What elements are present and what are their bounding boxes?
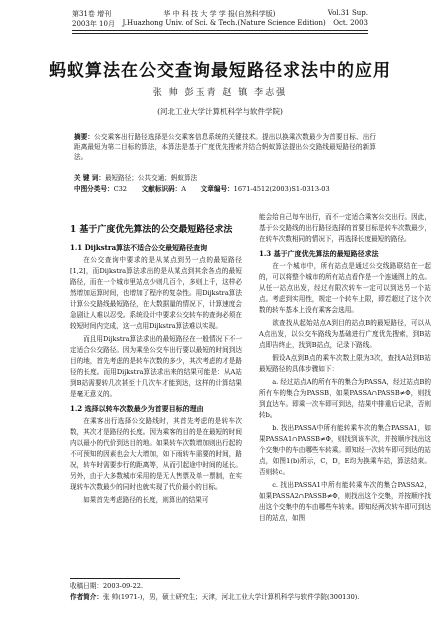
journal-name-en: J.Huazhong Univ. of Sci. & Tech.(Nature Science Edition) bbox=[122, 19, 326, 27]
author-bio bbox=[70, 592, 370, 603]
classification-line bbox=[74, 184, 376, 194]
keywords bbox=[74, 173, 376, 183]
date-cn: 2003年 10月 bbox=[72, 20, 115, 28]
date-en: Oct. 2003 bbox=[333, 19, 368, 27]
paragraph: 能会给自己每车出行，而不一定适合乘客公交出行。因此，基于公交路线的出行路径选择的首要目标是转车次数最少，在转车次数相同的情况下，再选择长度最短的路径。 bbox=[259, 213, 431, 243]
volume-en: Vol.31 Sup. bbox=[327, 9, 368, 17]
abstract-label: 摘要： bbox=[74, 133, 95, 141]
author-bio-text: 张 帅(1971-)，男，硕士研究生；天津，河北工业大学计算机科学与软件学院(300130). bbox=[102, 593, 360, 601]
footnote bbox=[70, 581, 370, 603]
paragraph: 在一个城市中，所有站点是通过公交线路联结在一起的，可以将整个城市的所有站点看作是一个连通图上的点。从任一站点出发，经过有限次转车一定可以到达另一个站点。考虑到实用性，规定一个转车上限，即若超过了这个次数的转车基本上没有乘客会选用。 bbox=[259, 262, 431, 314]
clc-number: C32 bbox=[113, 185, 127, 193]
subsection-heading-1-2: 1.2 选择以转车次数最少为首要目标的理由 bbox=[70, 404, 204, 413]
author-list: 张 帅 彭玉青 赵 镇 李志强 bbox=[152, 88, 288, 98]
received-date: 收稿日期：2003-09-22. bbox=[70, 582, 144, 590]
article-number-label: 文章编号： bbox=[200, 185, 234, 193]
journal-name-cn: 华 中 科 技 大 学 学 报(自然科学版) bbox=[163, 10, 276, 18]
running-header-top bbox=[72, 9, 368, 19]
paragraph: 欲查找从起始站点A到目的站点B的最短路径，可以从A点出发，以公交车路线为基础进行广度优先搜索，到B站点即告终止，找到B站点，记录下路线。 bbox=[259, 319, 431, 349]
step-a: a. 经过站点A的所有车的集合为PASSA，经过站点B的所有车的集合为PASSB，如果PASSA∩PASSB≠Φ，则找到直达车。即乘一次车即可到达，结果中排重后记录，否则转b。 bbox=[259, 378, 431, 419]
keywords-label: 关 键 词： bbox=[74, 174, 105, 182]
author-bio-label: 作者简介： bbox=[70, 593, 103, 601]
paragraph: 在公交查询中要求的是从某点到另一点的最短路径[1,2]，而Dijkstra算法求出的是从某点到其余各点的最短路径，而在一个城市里站点少则几百个，多则上千，这样必然增加运算时间，也增加了程序的复杂性。用Dijkstra算法计算公交路线最短路径，在大数据量的情况下，计算速度会急剧让人难以忍受。系统设计中要求公交转车的查询必须在较短时间内完成，这一点用Dijkstra算法难以实现。 bbox=[70, 256, 242, 330]
header-rule bbox=[72, 30, 368, 34]
left-column bbox=[70, 212, 242, 508]
section-heading-1: 1 基于广度优先算法的公交最短路径求法 bbox=[70, 225, 233, 235]
right-column bbox=[259, 212, 431, 526]
doc-code: A bbox=[181, 185, 186, 193]
doc-code-label: 文献标识码： bbox=[141, 185, 182, 193]
keywords-text: 最短路径；公共交通；蚂蚁算法 bbox=[104, 174, 198, 182]
paragraph: 如果首先考虑路径的长度，则算出的结果可 bbox=[83, 496, 209, 504]
paper-title: 蚂蚁算法在公交查询最短路径求法中的应用 bbox=[49, 61, 391, 81]
volume-cn: 第31卷 增刊 bbox=[72, 10, 112, 18]
paragraph: 在乘客出行选择公交路线时，其首先考虑的是转车次数，其次才是路径的长度。因为乘客的目的是在最短的时间内以最小的代价到达目的地。如果转车次数增加则出行起的不可预知的因素也会大大增加，如下雨转车需要的时间，路况，转车时需要步行的距离等，从而引起途中时间的延长。另外，由于大多数城市采用的是无人售票及单一票制，在实现转车次数最少的同时也就实现了代价最小的目标。 bbox=[70, 417, 242, 491]
affiliation: (河北工业大学计算机科学与软件学院) bbox=[157, 107, 283, 116]
abstract bbox=[74, 132, 376, 162]
article-number: 1671-4512(2003)S1-0313-03 bbox=[233, 185, 330, 193]
abstract-text: 公交乘客出行路径选择是公交乘客信息系统的关键技术。提出以换乘次数最少为首要目标、出行距离最短为第二目标的算法，本算法是基于广度优先搜索并结合蚂蚁算法提出公交路线最短路径的新算法。 bbox=[74, 133, 377, 161]
paragraph: 而且用Dijkstra算法求出的最短路径在一般情况下不一定适合公交路径。因为乘坐公交车出行要以最短的时间到达目的地，首先考虑的是转车次数的多少，其次考虑的才是路径的长度。而用Dijkstra算法求出来的结果可能是：从A站到B站需要转几次甚至十几次车才能到达，这样的计算结果是毫无意义的。 bbox=[70, 335, 242, 398]
footnote-rule bbox=[70, 578, 180, 579]
subsection-heading-1-3: 1.3 基于广度优先算法的最短路径求法 bbox=[259, 249, 379, 258]
running-header-bottom bbox=[72, 19, 368, 29]
step-c: c. 找出PASSA1中所有能转乘车次的集合PASSA2，如果PASSA2∩PASSB≠Φ，则找出这个交集，并按顺序找出这个交集中的车由哪些车转来。即知经两次转车即可到达目的站点，如图 bbox=[259, 481, 431, 522]
paragraph: 假设A点到B点的乘车次数上限为3次，查找A站到B站最短路径的具体步骤如下： bbox=[259, 354, 431, 373]
subsection-heading-1-1: 1.1 Dijkstra算法不适合公交最短路径查询 bbox=[70, 243, 208, 252]
clc-label: 中图分类号： bbox=[74, 185, 114, 193]
step-b: b. 找出PASSA中所有能转乘车次的集合PASSA1，如果PASSA1∩PASSB≠Φ，则找到该车次，并按顺序找出这个交集中的车由哪些车转乘。即知经一次转车即可到达的站点，如图1(b)所示，C，D，E均为换乘车站，算法结束。否则转c。 bbox=[259, 424, 431, 476]
